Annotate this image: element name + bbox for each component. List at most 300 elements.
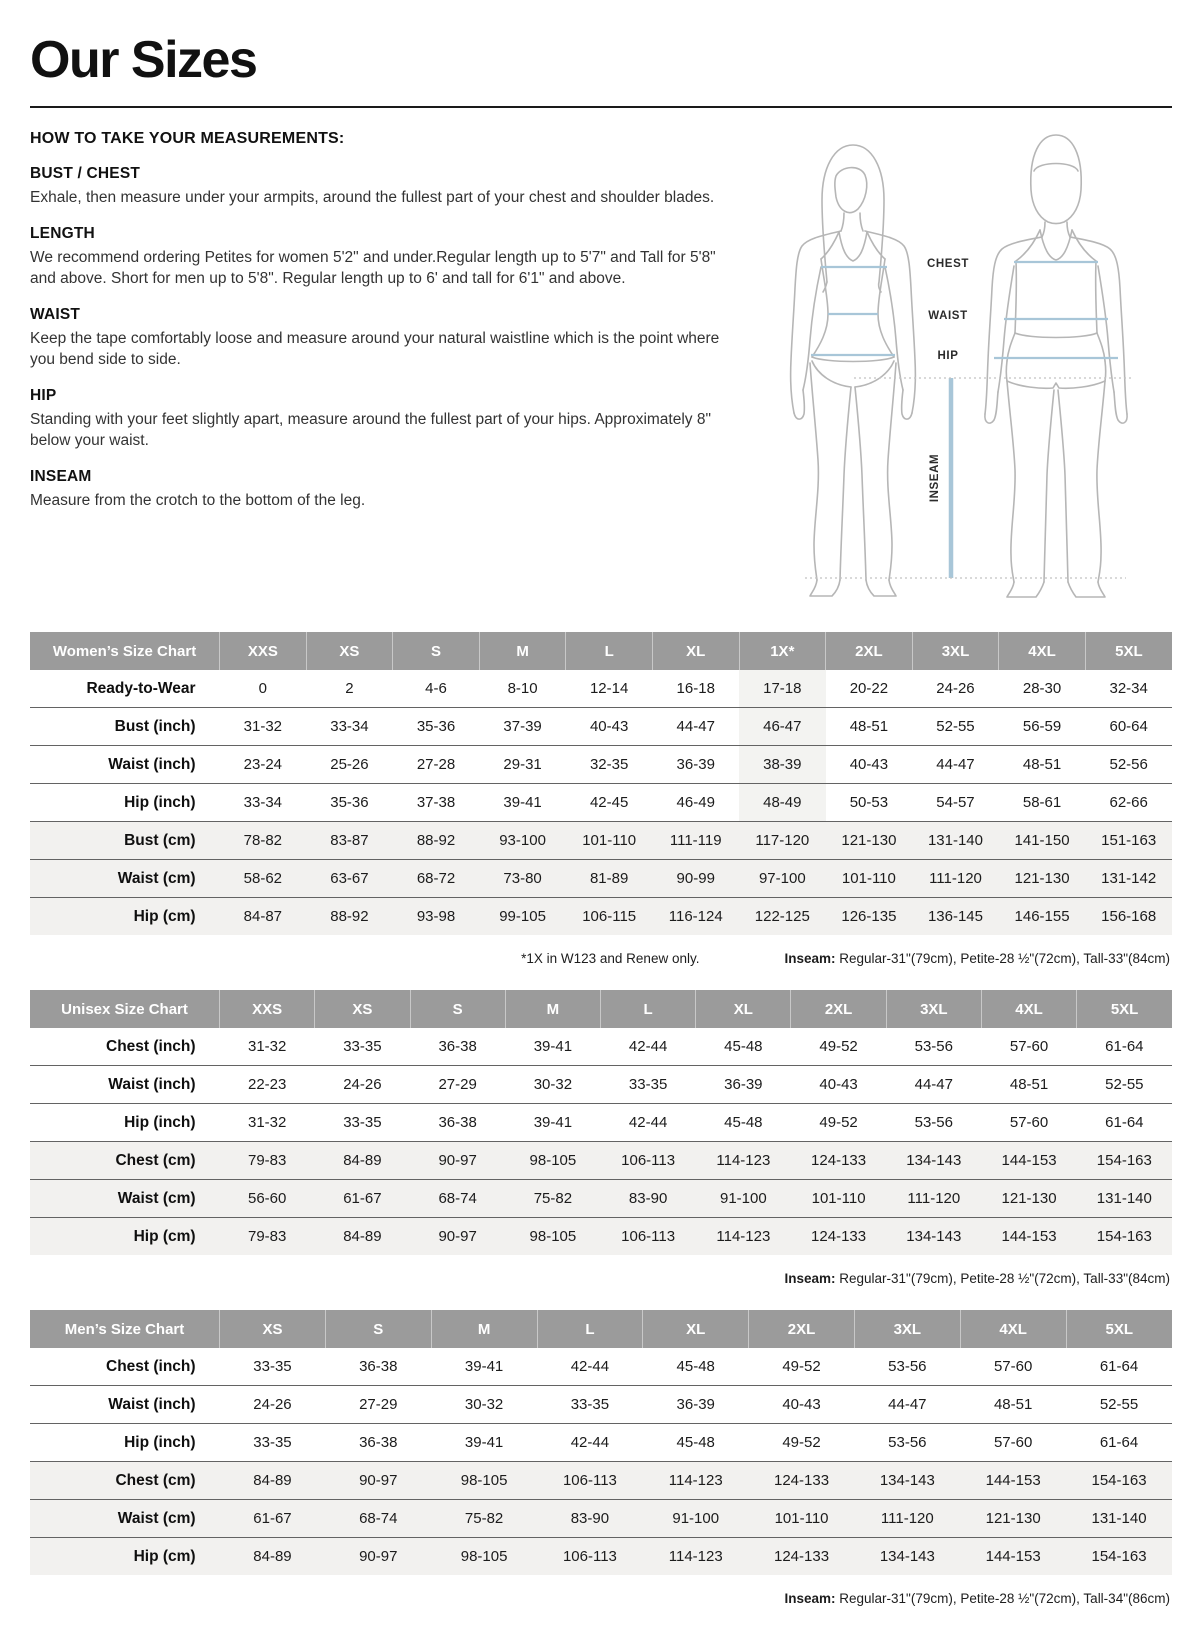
intro-content bbox=[30, 130, 1172, 602]
size-cell: 28-30 bbox=[1022, 680, 1062, 697]
size-cell: 61-64 bbox=[1066, 1424, 1172, 1462]
row-label: Hip (cm) bbox=[30, 1538, 220, 1576]
size-cell: 114-123 bbox=[696, 1218, 791, 1256]
column-header-5xl: 5XL bbox=[1085, 632, 1172, 670]
column-header-xl: XL bbox=[652, 632, 739, 670]
section-body: Keep the tape comfortably loose and measure around your natural waistline which is the point where you bend side to side. bbox=[30, 330, 720, 368]
size-cell: 44-47 bbox=[854, 1386, 960, 1424]
table-row bbox=[30, 1500, 1172, 1538]
table-row bbox=[30, 1104, 1172, 1142]
size-cell: 48-49 bbox=[739, 784, 826, 822]
column-header-s: S bbox=[410, 990, 505, 1028]
size-cell: 61-64 bbox=[1105, 1038, 1144, 1055]
size-cell: 116-124 bbox=[652, 898, 739, 936]
size-cell: 44-47 bbox=[912, 746, 999, 784]
size-cell: 49-52 bbox=[819, 1038, 858, 1055]
row-label: Waist (inch) bbox=[30, 1386, 220, 1424]
woman-figure-outline bbox=[791, 145, 916, 596]
column-header-3xl: 3XL bbox=[854, 1310, 960, 1348]
size-cell: 39-41 bbox=[431, 1424, 537, 1462]
column-header-s: S bbox=[393, 632, 480, 670]
size-cell: 84-89 bbox=[220, 1538, 326, 1576]
table-footnotes bbox=[30, 1591, 1170, 1606]
size-cell: 111-120 bbox=[854, 1500, 960, 1538]
column-header-xs: XS bbox=[315, 990, 410, 1028]
size-cell: 36-39 bbox=[643, 1386, 749, 1424]
size-cell: 134-143 bbox=[886, 1142, 981, 1180]
size-cell: 144-153 bbox=[960, 1462, 1066, 1500]
table-row bbox=[30, 1538, 1172, 1576]
size-cell: 30-32 bbox=[431, 1386, 537, 1424]
size-cell: 101-110 bbox=[566, 822, 653, 860]
size-cell: 106-113 bbox=[537, 1462, 643, 1500]
size-cell: 27-29 bbox=[410, 1066, 505, 1104]
table-row bbox=[30, 1028, 1172, 1066]
size-cell: 33-35 bbox=[220, 1424, 326, 1462]
size-cell: 53-56 bbox=[854, 1424, 960, 1462]
column-header-xxs: XXS bbox=[220, 632, 307, 670]
size-cell: 38-39 bbox=[739, 746, 826, 784]
size-cell: 106-115 bbox=[566, 898, 653, 936]
size-cell: 111-120 bbox=[886, 1180, 981, 1218]
row-label: Waist (cm) bbox=[30, 860, 220, 898]
size-cell: 141-150 bbox=[999, 822, 1086, 860]
size-cell: 40-43 bbox=[791, 1066, 886, 1104]
section-heading: INSEAM bbox=[30, 468, 92, 486]
size-cell: 84-87 bbox=[220, 898, 307, 936]
size-cell: 48-51 bbox=[999, 746, 1086, 784]
section-inseam bbox=[30, 468, 742, 511]
size-cell: 88-92 bbox=[393, 822, 480, 860]
size-cell: 33-34 bbox=[306, 708, 393, 746]
column-header-m: M bbox=[479, 632, 566, 670]
size-cell: 97-100 bbox=[739, 860, 826, 898]
size-cell: 79-83 bbox=[220, 1218, 315, 1256]
size-cell: 36-38 bbox=[325, 1424, 431, 1462]
size-cell: 90-97 bbox=[325, 1462, 431, 1500]
size-cell: 156-168 bbox=[1085, 898, 1172, 936]
hip-label: HIP bbox=[937, 350, 959, 362]
size-cell: 68-72 bbox=[393, 860, 480, 898]
size-cell: 45-48 bbox=[724, 1038, 763, 1055]
table-row bbox=[30, 1180, 1172, 1218]
table-row bbox=[30, 898, 1172, 936]
size-cell: 39-41 bbox=[505, 1104, 600, 1142]
size-cell: 57-60 bbox=[993, 1358, 1033, 1375]
size-cell: 121-130 bbox=[960, 1500, 1066, 1538]
size-cell: 36-38 bbox=[359, 1358, 398, 1375]
table-footnotes bbox=[30, 1271, 1170, 1286]
size-cell: 50-53 bbox=[826, 784, 913, 822]
size-cell: 61-67 bbox=[220, 1500, 326, 1538]
size-cell: 33-34 bbox=[220, 784, 307, 822]
size-cell: 42-44 bbox=[628, 1038, 668, 1055]
size-cell: 49-52 bbox=[749, 1424, 855, 1462]
column-header-xs: XS bbox=[220, 1310, 326, 1348]
size-cell: 144-153 bbox=[960, 1538, 1066, 1576]
size-cell: 37-39 bbox=[479, 708, 566, 746]
table-row bbox=[30, 1386, 1172, 1424]
size-cell: 98-105 bbox=[505, 1142, 600, 1180]
size-cell: 44-47 bbox=[886, 1066, 981, 1104]
footnote: Inseam: Regular-31"(79cm), Petite-28 ½"(72cm), Tall-34"(86cm) bbox=[784, 1591, 1170, 1606]
header-row bbox=[30, 990, 1172, 1028]
size-cell: 98-105 bbox=[431, 1538, 537, 1576]
table-footnotes bbox=[30, 951, 1170, 966]
size-cell: 60-64 bbox=[1085, 708, 1172, 746]
size-cell: 36-38 bbox=[438, 1038, 477, 1055]
how-to-heading: HOW TO TAKE YOUR MEASUREMENTS: bbox=[30, 130, 345, 147]
size-tables bbox=[30, 632, 1172, 1606]
row-label: Bust (inch) bbox=[30, 708, 220, 746]
table-title: Men’s Size Chart bbox=[30, 1310, 220, 1348]
size-cell: 154-163 bbox=[1066, 1538, 1172, 1576]
table-row bbox=[30, 784, 1172, 822]
size-cell: 48-51 bbox=[960, 1386, 1066, 1424]
size-cell: 131-140 bbox=[1066, 1500, 1172, 1538]
waist-label: WAIST bbox=[928, 310, 968, 322]
size-cell: 62-66 bbox=[1085, 784, 1172, 822]
size-cell: 32-35 bbox=[566, 746, 653, 784]
chest-label: CHEST bbox=[927, 258, 969, 270]
size-cell: 36-39 bbox=[696, 1066, 791, 1104]
size-cell: 124-133 bbox=[791, 1142, 886, 1180]
row-label: Waist (inch) bbox=[30, 746, 220, 784]
row-label: Waist (inch) bbox=[30, 1066, 220, 1104]
size-cell: 42-45 bbox=[566, 784, 653, 822]
size-cell: 52-56 bbox=[1085, 746, 1172, 784]
size-cell: 56-59 bbox=[999, 708, 1086, 746]
column-header-4xl: 4XL bbox=[981, 990, 1076, 1028]
size-cell: 90-97 bbox=[410, 1218, 505, 1256]
size-cell: 78-82 bbox=[220, 822, 307, 860]
measurement-diagram bbox=[746, 130, 1172, 602]
size-cell: 93-100 bbox=[479, 822, 566, 860]
size-cell: 45-48 bbox=[676, 1358, 715, 1375]
unisex-size-chart bbox=[30, 990, 1172, 1286]
table-title: Unisex Size Chart bbox=[30, 990, 220, 1028]
size-cell: 33-35 bbox=[343, 1038, 382, 1055]
size-cell: 42-44 bbox=[537, 1424, 643, 1462]
table-row bbox=[30, 670, 1172, 708]
column-header-5xl: 5XL bbox=[1066, 1310, 1172, 1348]
column-header-2xl: 2XL bbox=[791, 990, 886, 1028]
size-cell: 49-52 bbox=[782, 1358, 821, 1375]
size-cell: 31-32 bbox=[220, 1104, 315, 1142]
table-row bbox=[30, 708, 1172, 746]
size-cell: 61-64 bbox=[1077, 1104, 1172, 1142]
size-cell: 121-130 bbox=[981, 1180, 1076, 1218]
size-cell: 99-105 bbox=[479, 898, 566, 936]
row-label: Waist (cm) bbox=[30, 1180, 220, 1218]
page-title: Our Sizes bbox=[30, 31, 257, 89]
section-body: Measure from the crotch to the bottom of the leg. bbox=[30, 492, 366, 510]
size-cell: 45-48 bbox=[696, 1104, 791, 1142]
inseam-label: INSEAM bbox=[929, 453, 941, 503]
section-bust-chest bbox=[30, 165, 742, 208]
row-label: Waist (cm) bbox=[30, 1500, 220, 1538]
table-row bbox=[30, 860, 1172, 898]
size-cell: 101-110 bbox=[826, 860, 913, 898]
size-cell: 84-89 bbox=[220, 1462, 326, 1500]
size-cell: 134-143 bbox=[854, 1538, 960, 1576]
section-body: We recommend ordering Petites for women 5'2" and under.Regular length up to 5'7" and Tall for 5'8" and above. Short for men up to 5'8". Regular length up to 6' and tall for 6'1" and above. bbox=[30, 249, 716, 287]
column-header-4xl: 4XL bbox=[999, 632, 1086, 670]
size-cell: 33-35 bbox=[601, 1066, 696, 1104]
mens-size-chart-table bbox=[30, 1310, 1172, 1575]
size-cell: 121-130 bbox=[999, 860, 1086, 898]
column-header-1x: 1X* bbox=[739, 632, 826, 670]
size-cell: 12-14 bbox=[589, 680, 629, 697]
size-cell: 40-43 bbox=[566, 708, 653, 746]
size-cell: 58-62 bbox=[220, 860, 307, 898]
size-cell: 36-39 bbox=[652, 746, 739, 784]
size-cell: 17-18 bbox=[739, 670, 826, 708]
size-cell: 88-92 bbox=[306, 898, 393, 936]
size-cell: 36-38 bbox=[410, 1104, 505, 1142]
size-cell: 84-89 bbox=[315, 1218, 410, 1256]
size-cell: 84-89 bbox=[315, 1142, 410, 1180]
size-cell: 24-26 bbox=[315, 1066, 410, 1104]
size-cell: 111-119 bbox=[652, 822, 739, 860]
column-header-xxs: XXS bbox=[220, 990, 315, 1028]
column-header-m: M bbox=[505, 990, 600, 1028]
size-cell: 90-97 bbox=[325, 1538, 431, 1576]
size-cell: 68-74 bbox=[410, 1180, 505, 1218]
title-divider bbox=[30, 106, 1172, 108]
section-body: Standing with your feet slightly apart, measure around the fullest part of your hips. Approximately 8" below your waist. bbox=[30, 411, 711, 449]
size-cell: 25-26 bbox=[306, 746, 393, 784]
size-cell: 53-56 bbox=[888, 1358, 927, 1375]
section-hip bbox=[30, 387, 742, 451]
footnote: Inseam: Regular-31"(79cm), Petite-28 ½"(72cm), Tall-33"(84cm) bbox=[784, 1271, 1170, 1286]
size-cell: 39-41 bbox=[533, 1038, 573, 1055]
womens-size-chart bbox=[30, 632, 1172, 966]
size-cell: 57-60 bbox=[981, 1104, 1076, 1142]
size-cell: 106-113 bbox=[601, 1218, 696, 1256]
size-cell: 151-163 bbox=[1085, 822, 1172, 860]
size-cell: 122-125 bbox=[739, 898, 826, 936]
mens-size-chart bbox=[30, 1310, 1172, 1606]
size-cell: 33-35 bbox=[537, 1386, 643, 1424]
size-cell: 131-140 bbox=[912, 822, 999, 860]
header-row bbox=[30, 632, 1172, 670]
column-header-xl: XL bbox=[643, 1310, 749, 1348]
size-cell: 68-74 bbox=[325, 1500, 431, 1538]
table-title: Women’s Size Chart bbox=[30, 632, 220, 670]
size-cell: 73-80 bbox=[479, 860, 566, 898]
column-header-3xl: 3XL bbox=[886, 990, 981, 1028]
size-cell: 40-43 bbox=[749, 1386, 855, 1424]
column-header-xs: XS bbox=[306, 632, 393, 670]
column-header-l: L bbox=[537, 1310, 643, 1348]
size-cell: 52-55 bbox=[1066, 1386, 1172, 1424]
row-label: Chest (cm) bbox=[30, 1462, 220, 1500]
column-header-l: L bbox=[566, 632, 653, 670]
size-cell: 154-163 bbox=[1066, 1462, 1172, 1500]
size-cell: 23-24 bbox=[220, 746, 307, 784]
row-label: Hip (inch) bbox=[30, 1104, 220, 1142]
size-cell: 16-18 bbox=[676, 680, 715, 697]
section-waist bbox=[30, 306, 742, 370]
size-cell: 124-133 bbox=[749, 1538, 855, 1576]
size-cell: 146-155 bbox=[999, 898, 1086, 936]
size-cell: 131-140 bbox=[1077, 1180, 1172, 1218]
size-cell: 81-89 bbox=[566, 860, 653, 898]
size-cell: 46-47 bbox=[739, 708, 826, 746]
column-header-m: M bbox=[431, 1310, 537, 1348]
column-header-5xl: 5XL bbox=[1077, 990, 1172, 1028]
size-cell: 20-22 bbox=[849, 680, 889, 697]
size-cell: 39-41 bbox=[479, 784, 566, 822]
size-cell: 45-48 bbox=[643, 1424, 749, 1462]
size-cell: 48-51 bbox=[981, 1066, 1076, 1104]
size-cell: 126-135 bbox=[826, 898, 913, 936]
size-cell: 27-29 bbox=[325, 1386, 431, 1424]
size-cell: 8-10 bbox=[507, 680, 538, 697]
table-row bbox=[30, 1348, 1172, 1386]
header-row bbox=[30, 1310, 1172, 1348]
size-cell: 83-90 bbox=[537, 1500, 643, 1538]
size-cell: 53-56 bbox=[914, 1038, 953, 1055]
size-cell: 114-123 bbox=[643, 1538, 749, 1576]
table-row bbox=[30, 1218, 1172, 1256]
size-cell: 48-51 bbox=[826, 708, 913, 746]
row-label: Hip (inch) bbox=[30, 784, 220, 822]
size-cell: 154-163 bbox=[1077, 1142, 1172, 1180]
size-cell: 101-110 bbox=[749, 1500, 855, 1538]
table-row bbox=[30, 1142, 1172, 1180]
size-cell: 144-153 bbox=[981, 1218, 1076, 1256]
size-cell: 31-32 bbox=[220, 708, 307, 746]
size-cell: 42-44 bbox=[601, 1104, 696, 1142]
table-row bbox=[30, 822, 1172, 860]
row-label: Chest (inch) bbox=[106, 1037, 196, 1055]
size-cell: 101-110 bbox=[791, 1180, 886, 1218]
section-heading: BUST / CHEST bbox=[30, 165, 141, 182]
section-heading: LENGTH bbox=[30, 225, 95, 243]
size-cell: 98-105 bbox=[431, 1462, 537, 1500]
section-body: Exhale, then measure under your armpits, around the fullest part of your chest and shoulder blades. bbox=[30, 189, 715, 206]
size-cell: 111-120 bbox=[912, 860, 999, 898]
table-row bbox=[30, 746, 1172, 784]
row-label: Bust (cm) bbox=[30, 822, 220, 860]
size-cell: 106-113 bbox=[537, 1538, 643, 1576]
size-cell: 134-143 bbox=[854, 1462, 960, 1500]
row-label: Chest (inch) bbox=[106, 1357, 196, 1375]
size-cell: 124-133 bbox=[749, 1462, 855, 1500]
table-row bbox=[30, 1462, 1172, 1500]
footnote: *1X in W123 and Renew only. bbox=[521, 951, 700, 966]
size-cell: 106-113 bbox=[601, 1142, 696, 1180]
size-cell: 31-32 bbox=[247, 1038, 287, 1055]
size-cell: 98-105 bbox=[505, 1218, 600, 1256]
size-cell: 46-49 bbox=[652, 784, 739, 822]
size-cell: 24-26 bbox=[936, 680, 975, 697]
size-cell: 35-36 bbox=[306, 784, 393, 822]
section-length bbox=[30, 225, 742, 289]
size-cell: 22-23 bbox=[220, 1066, 315, 1104]
row-label: Hip (cm) bbox=[30, 898, 220, 936]
size-cell: 91-100 bbox=[696, 1180, 791, 1218]
reference-dotted-lines bbox=[805, 378, 1134, 578]
size-cell: 40-43 bbox=[826, 746, 913, 784]
size-cell: 32-34 bbox=[1109, 680, 1148, 697]
size-cell: 134-143 bbox=[886, 1218, 981, 1256]
size-cell: 79-83 bbox=[220, 1142, 315, 1180]
size-cell: 63-67 bbox=[306, 860, 393, 898]
size-cell: 90-99 bbox=[652, 860, 739, 898]
column-header-3xl: 3XL bbox=[912, 632, 999, 670]
size-cell: 0 bbox=[258, 680, 268, 697]
footnote: Inseam: Regular-31"(79cm), Petite-28 ½"(72cm), Tall-33"(84cm) bbox=[784, 951, 1170, 966]
size-cell: 124-133 bbox=[791, 1218, 886, 1256]
size-cell: 4-6 bbox=[425, 680, 447, 697]
size-cell: 154-163 bbox=[1077, 1218, 1172, 1256]
size-cell: 56-60 bbox=[220, 1180, 315, 1218]
size-cell: 61-67 bbox=[315, 1180, 410, 1218]
column-header-2xl: 2XL bbox=[749, 1310, 855, 1348]
size-cell: 75-82 bbox=[431, 1500, 537, 1538]
size-cell: 90-97 bbox=[410, 1142, 505, 1180]
size-cell: 52-55 bbox=[912, 708, 999, 746]
size-cell: 35-36 bbox=[393, 708, 480, 746]
column-header-4xl: 4XL bbox=[960, 1310, 1066, 1348]
row-label: Ready-to-Wear bbox=[86, 679, 196, 697]
size-cell: 2 bbox=[345, 680, 354, 697]
unisex-size-chart-table bbox=[30, 990, 1172, 1255]
table-row bbox=[30, 1066, 1172, 1104]
how-to-measure-column bbox=[30, 130, 742, 602]
size-cell: 75-82 bbox=[505, 1180, 600, 1218]
column-header-2xl: 2XL bbox=[826, 632, 913, 670]
size-cell: 83-90 bbox=[601, 1180, 696, 1218]
size-cell: 24-26 bbox=[220, 1386, 326, 1424]
size-cell: 52-55 bbox=[1077, 1066, 1172, 1104]
size-cell: 49-52 bbox=[791, 1104, 886, 1142]
table-row bbox=[30, 1424, 1172, 1462]
size-cell: 30-32 bbox=[505, 1066, 600, 1104]
column-header-xl: XL bbox=[696, 990, 791, 1028]
column-header-l: L bbox=[601, 990, 696, 1028]
size-cell: 27-28 bbox=[393, 746, 480, 784]
size-cell: 131-142 bbox=[1085, 860, 1172, 898]
man-figure-outline bbox=[985, 135, 1127, 597]
size-cell: 29-31 bbox=[479, 746, 566, 784]
section-heading: WAIST bbox=[30, 306, 81, 324]
size-cell: 121-130 bbox=[826, 822, 913, 860]
size-cell: 58-61 bbox=[999, 784, 1086, 822]
size-cell: 117-120 bbox=[739, 822, 826, 860]
section-heading: HIP bbox=[30, 387, 57, 405]
size-cell: 144-153 bbox=[981, 1142, 1076, 1180]
size-cell: 93-98 bbox=[393, 898, 480, 936]
size-cell: 53-56 bbox=[886, 1104, 981, 1142]
size-cell: 57-60 bbox=[960, 1424, 1066, 1462]
size-cell: 33-35 bbox=[315, 1104, 410, 1142]
row-label: Hip (cm) bbox=[30, 1218, 220, 1256]
size-cell: 37-38 bbox=[393, 784, 480, 822]
column-header-s: S bbox=[325, 1310, 431, 1348]
size-cell: 44-47 bbox=[652, 708, 739, 746]
size-cell: 33-35 bbox=[253, 1358, 292, 1375]
womens-size-chart-table bbox=[30, 632, 1172, 935]
size-cell: 136-145 bbox=[912, 898, 999, 936]
size-cell: 83-87 bbox=[306, 822, 393, 860]
size-cell: 54-57 bbox=[912, 784, 999, 822]
size-cell: 114-123 bbox=[696, 1142, 791, 1180]
row-label: Chest (cm) bbox=[30, 1142, 220, 1180]
